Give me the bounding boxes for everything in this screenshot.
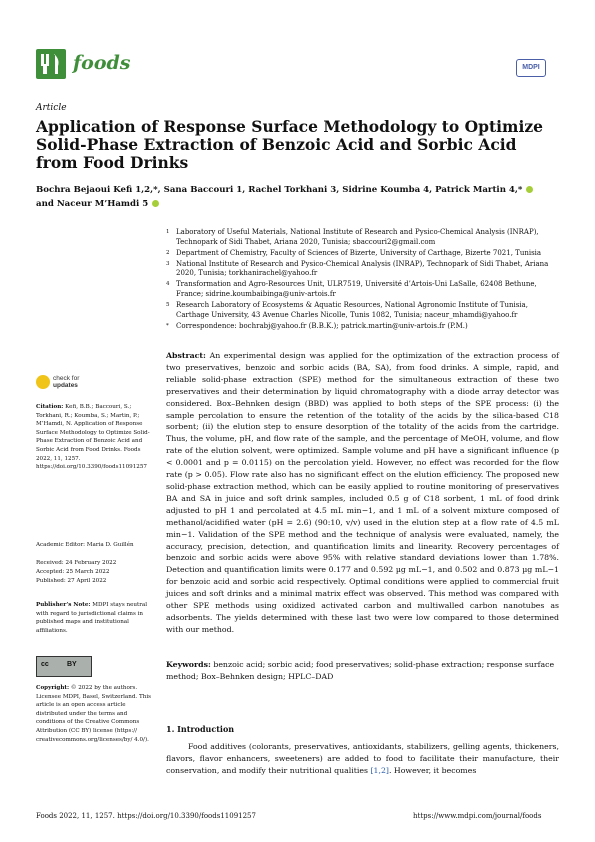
affiliation-number: 5 <box>166 302 170 309</box>
intro-tail: . However, it becomes <box>388 765 477 775</box>
note-label: Publisher’s Note: <box>36 602 91 608</box>
journal-logo-icon <box>36 49 66 79</box>
check-for-updates-icon[interactable] <box>36 375 50 389</box>
affiliation-text: Correspondence: bochrabj@yahoo.fr (B.B.K.); patrick.martin@univ-artois.fr (P.M.) <box>176 321 468 330</box>
published-date: Published: 27 April 2022 <box>36 578 107 584</box>
affiliation <box>166 260 562 279</box>
cc-license-icon[interactable] <box>36 656 92 677</box>
check-for-updates-button[interactable] <box>53 375 79 389</box>
cc-by-text: BY <box>67 661 77 668</box>
affiliation-text: Transformation and Agro-Resources Unit, ULR7519, Université d’Artois-Uni LaSalle, 62408 Bethune, France; sidrine.koumbaibinga@univ-artois.fr <box>176 280 537 299</box>
copyright-text: © 2022 by the authors. Licensee MDPI, Basel, Switzerland. This article is an open access article distributed under the terms and conditions of the Creative Commons Attribution (CC BY) license (https:// creativecommons.org/licenses/by/ 4.0/). <box>36 685 151 743</box>
received-date: Received: 24 February 2022 <box>36 560 117 566</box>
check-line-1: check for <box>53 375 80 382</box>
orcid-icon[interactable] <box>152 200 159 207</box>
affiliation-text: Research Laboratory of Ecosystems & Aquatic Resources, National Agronomic Institute of Tunisia, Carthage University, 43 Avenue Charles Nicolle, Tunis 1082, Tunisia; naceur_mhamdi@yahoo.fr <box>176 301 528 319</box>
citation-block <box>36 403 158 472</box>
copyright-block <box>36 684 158 744</box>
affiliation-number: * <box>166 322 169 329</box>
section-heading: 1. Introduction <box>166 724 235 734</box>
affiliation-text: National Institute of Research and Pysico-Chemical Analysis (INRAP), Technopark of Sidi Thabet, Ariana 2020, Tunisia; torkhanirachel@yahoo.fr <box>176 259 549 278</box>
abstract-label: Abstract: <box>166 351 206 360</box>
citation-label: Citation: <box>36 404 64 410</box>
affiliation-number: 4 <box>166 281 170 288</box>
footer-citation: Foods 2022, 11, 1257. https://doi.org/10.3390/foods11091257 <box>36 812 256 820</box>
abstract-text: An experimental design was applied for the optimization of the extraction process of two preservatives, benzoic and sorbic acids (BA, SA), from food drinks. A simple, rapid, and reliable solid-phase extraction (SPE) method for the simultaneous extraction of these two preservatives and their determination by liquid chromatography with a diode array detector was considered. Box–Behnken design (BBD) was applied to both steps of the SPE process: (i) the sample percolation to ensure the retention of the totality of the acids by the silica-based C18 sorbent; (ii) the elution step to ensure desorption of the totality of the acids from the cartridge. Thus, the volume, pH, and flow rate of the sample, and the percentage of MeOH, volume, and flow rate of the elution solvent, were optimized. Sample volume and pH have a significant influence (p < 0.0001 and p = 0.0115) on the percolation yield. However, no effect was recorded for the flow rate (p > 0.05). Flow rate also has no significant effect on the elution efficiency. The proposed new solid-phase extraction method, which can be easily applied to routine monitoring of preservatives BA and SA in juice and soft drink samples, included 0.5 g of C18 sorbent, 1 mL of food drink adjusted to pH 1 and percolated at 4.5 mL min−1, and 1 mL of a solvent mixture composed of methanol/acidified water (pH = 2.6) (90:10, v/v) used in the elution step at a flow rate of 4.5 mL min−1. Validation of the SPE method and the technique of analysis were evaluated, namely, the accuracy, precision, detection, and quantification limits and linearity. Recovery percentages of benzoic and sorbic acids were above 95% with relative standard deviations lower than 1.78%. Detection and quantification limits were 0.177 and 0.592 µg mL−1, and 0.502 and 0.873 µg mL−1 for benzoic acid and sorbic acid respectively. Optimal conditions were applied to commercial fruit juices and soft drinks and a minimal matrix effect was observed. This method was compared with other SPE methods using oxidized activated carbon and multiwalled carbon nanotubes as adsorbents. The yields determined with these last two were low compared to those determined with our method. <box>166 351 559 634</box>
affiliation <box>166 249 562 259</box>
affiliation <box>166 280 562 299</box>
footer-journal-url[interactable]: https://www.mdpi.com/journal/foods <box>413 812 542 820</box>
copyright-label: Copyright: <box>36 685 70 691</box>
intro-paragraph <box>166 741 559 777</box>
affiliation <box>166 301 562 320</box>
intro-text: Food additives (colorants, preservatives, antioxidants, stabilizers, gelling agents, thickeners, flavors, flavor enhancers, sweeteners) are added to food to facilitate their manufacture, their conservation, and modify their nutritional qualities <box>166 742 559 775</box>
affiliations <box>166 228 562 333</box>
cc-text: cc <box>41 661 49 668</box>
article-type: Article <box>36 103 67 113</box>
academic-editor: Academic Editor: Maria D. Guillén <box>36 542 134 548</box>
orcid-icon[interactable] <box>526 186 533 193</box>
affiliation <box>166 228 562 247</box>
publisher-note <box>36 601 158 635</box>
affiliation-number: 2 <box>166 249 170 256</box>
citation-text: Kefi, B.B.; Baccouri, S.; Torkhani, R.; Koumba, S.; Martin, P.; M’Hamdi, N. Application of Response Surface Methodology to Optimize Solid-Phase Extraction of Benzoic Acid and Sorbic Acid from Food Drinks. Foods 2022, 11, 1257. https://doi.org/10.3390/foods11091257 <box>36 404 150 471</box>
authors-line-2: and Naceur M’Hamdi 5 <box>36 199 149 209</box>
author-list <box>36 183 556 211</box>
keywords-label: Keywords: <box>166 660 211 669</box>
check-line-2: updates <box>53 382 78 389</box>
authors-line-1: Bochra Bejaoui Kefi 1,2,*, Sana Baccouri 1, Rachel Torkhani 3, Sidrine Koumba 4, Patrick Martin 4,* <box>36 185 526 195</box>
accepted-date: Accepted: 25 March 2022 <box>36 569 110 575</box>
correspondence <box>166 322 562 332</box>
affiliation-number: 1 <box>166 229 170 235</box>
keywords <box>166 659 559 683</box>
publisher-logo: MDPI <box>516 59 546 77</box>
affiliation-number: 3 <box>166 260 170 267</box>
affiliation-text: Department of Chemistry, Faculty of Sciences of Bizerte, University of Carthage, Bizerte 7021, Tunisia <box>176 248 542 257</box>
citation-link[interactable]: [1,2] <box>370 765 389 775</box>
abstract <box>166 350 559 636</box>
keywords-text: benzoic acid; sorbic acid; food preservatives; solid-phase extraction; response surface method; Box–Behnken design; HPLC–DAD <box>166 660 555 681</box>
journal-name: foods <box>73 52 131 74</box>
affiliation-text: Laboratory of Useful Materials, National Institute of Research and Pysico-Chemical Analysis (INRAP), Technopark of Sidi Thabet, Ariana 2020, Tunisia; sbaccouri2@gmail.com <box>176 228 539 246</box>
note-text: MDPI stays neutral with regard to jurisdictional claims in published maps and institutional affiliations. <box>36 602 148 634</box>
paper-title: Application of Response Surface Methodology to Optimize Solid-Phase Extraction of Benzoic Acid and Sorbic Acid from Food Drinks <box>36 117 544 172</box>
